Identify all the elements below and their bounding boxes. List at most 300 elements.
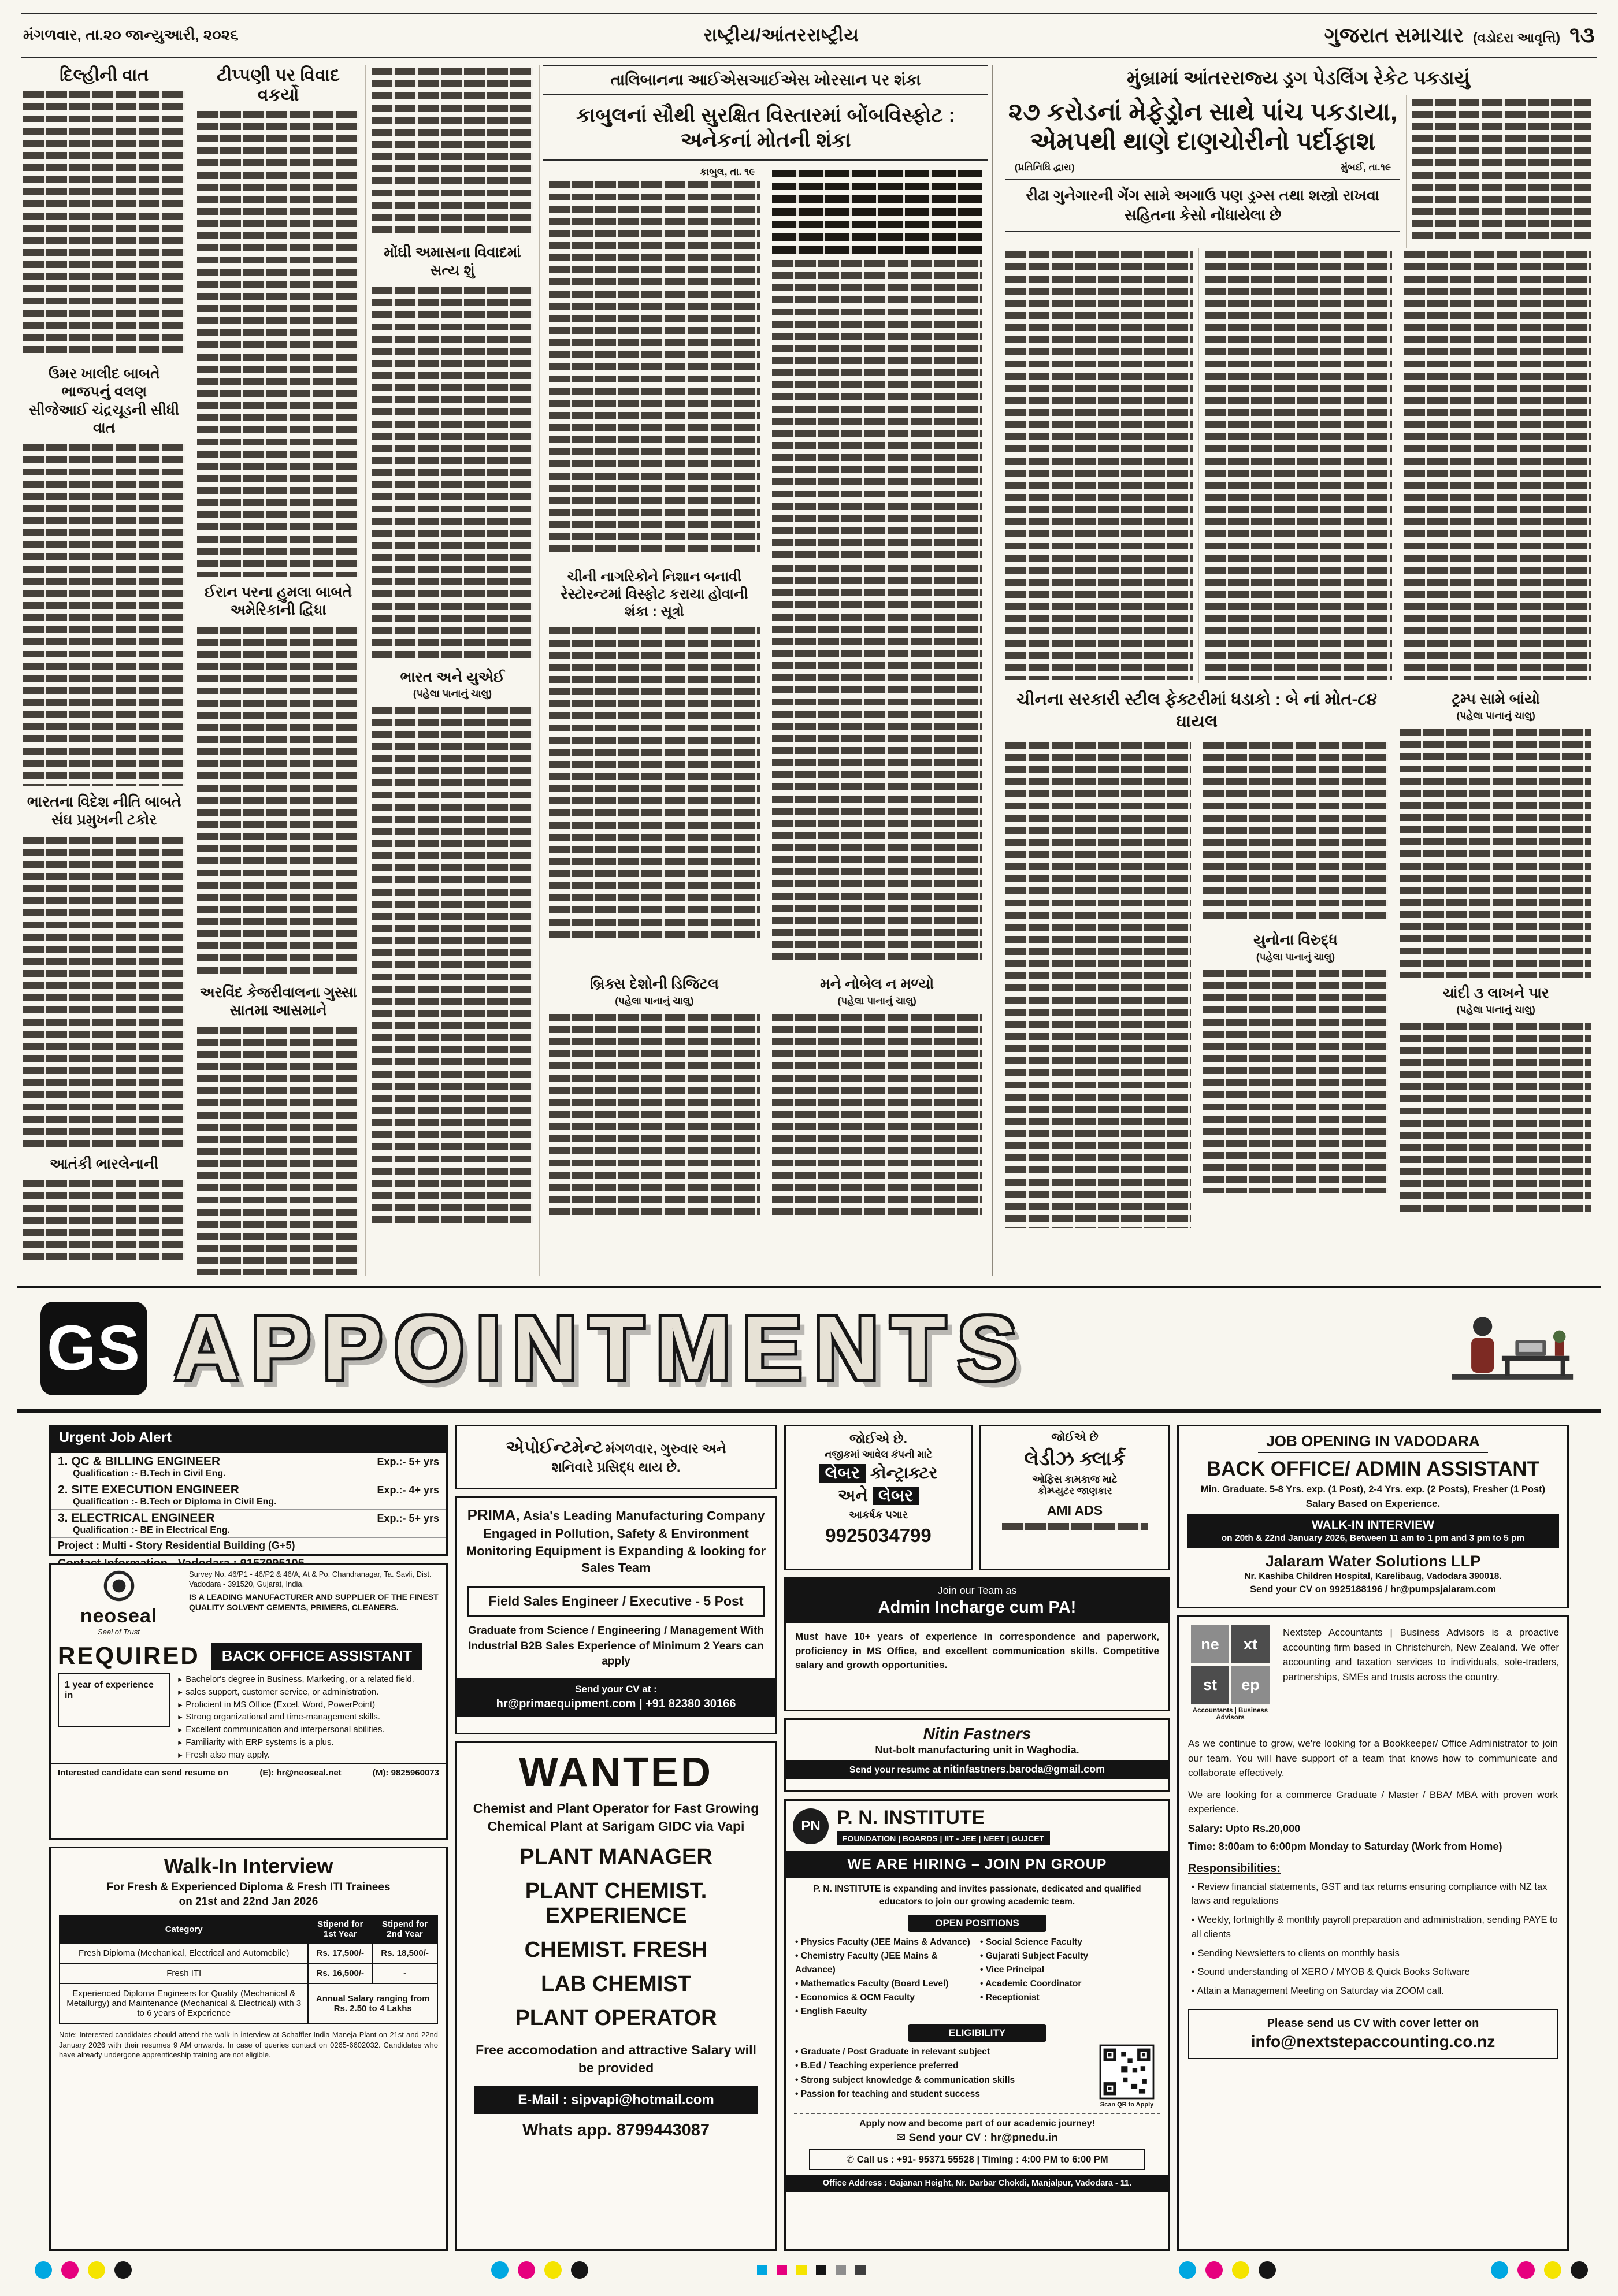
registration-dot-group — [1179, 2261, 1276, 2279]
job-opening-title: JOB OPENING IN VADODARA — [1258, 1432, 1487, 1453]
body-text-block — [372, 287, 533, 662]
pn-intro: P. N. INSTITUTE is expanding and invites passionate, dedicated and qualified educators to join our growing academic team. — [813, 1884, 1141, 1907]
responsibility-item: ▪ Sound understanding of XERO / MYOB & Quick Books Software — [1192, 1965, 1558, 1979]
ad-urgent-job-alert — [49, 1425, 448, 1556]
position-item: • Mathematics Faculty (Board Level) — [795, 1977, 974, 1991]
magenta-dot — [61, 2261, 79, 2279]
body-text-block — [23, 91, 185, 358]
pn-logo: PN — [793, 1808, 829, 1844]
ad-wanted — [455, 1741, 777, 2251]
nitin-email: nitinfastners.baroda@gmail.com — [943, 1763, 1105, 1775]
eligibility-list — [795, 2045, 1088, 2101]
subhead-sangh — [23, 793, 185, 830]
neoseal-logo — [57, 1570, 181, 1636]
mumbai-side-col — [1406, 95, 1597, 248]
body-text-block — [549, 627, 759, 938]
qr-block — [1094, 2045, 1159, 2108]
nitin-body: Nut-bolt manufacturing unit in Waghodia. — [875, 1744, 1079, 1756]
prima-post-banner: Field Sales Engineer / Executive - 5 Post — [467, 1586, 765, 1617]
pn-cv-line: ✉ Send your CV : hr@pnedu.in — [896, 2132, 1058, 2145]
continued-label: (પહેલા પાનાનું ચાલુ) — [615, 995, 694, 1006]
classifieds-section — [49, 1425, 1569, 2252]
registration-dot-group — [1491, 2261, 1588, 2279]
job-opening-position: BACK OFFICE/ ADMIN ASSISTANT — [1206, 1458, 1540, 1480]
mumbai-byline-row — [1005, 161, 1400, 177]
walkin-label: WALK-IN INTERVIEW — [1312, 1518, 1434, 1532]
subhead-mumbai-gang: રીઢા ગુનેગારની ગેંગ સામે અગાઉ પણ ડ્રગ્સ તથા શસ્ત્રો રાખવા સહિતના કેસો નોંધાયેલા છે — [1005, 179, 1400, 232]
company-address: Nr. Kashiba Children Hospital, Karelibaug, Vadodara 390018. — [1244, 1571, 1502, 1582]
column-header: Category — [60, 1915, 308, 1943]
subhead-umar — [23, 365, 185, 437]
magenta-dot — [1205, 2261, 1223, 2279]
qr-code — [1100, 2045, 1153, 2098]
ad-ladies-clerk — [979, 1425, 1170, 1570]
mumbai-headline-row — [1000, 95, 1597, 248]
prima-intro-text: Asia's Leading Manufacturing Company Engaged in Pollution, Safety & Environment Monitoring Equipment is Expanding & looking for Sales Team — [466, 1509, 766, 1576]
labour-word: અને — [837, 1487, 868, 1505]
walkin-subtitle: For Fresh & Experienced Diploma & Fresh ITI Trainees — [106, 1881, 391, 1893]
logo-cell: ep — [1231, 1666, 1270, 1704]
experience-badge: 1 year of experience in — [58, 1673, 170, 1727]
subhead-amas — [372, 244, 533, 280]
notice-text: મંગળવાર, ગુરુવાર અને — [605, 1441, 726, 1457]
neoseal-lead: IS A LEADING MANUFACTURER AND SUPPLIER OF THE FINEST QUALITY SOLVENT CEMENTS, PRIMERS, CLEANERS. — [189, 1592, 439, 1612]
eligibility-item: • Graduate / Post Graduate in relevant subject — [795, 2045, 1088, 2059]
ladies-title: લેડીઝ ક્લાર્ક — [1024, 1448, 1126, 1470]
appointments-illustration — [1448, 1301, 1578, 1396]
nitin-title: Nitin Fastners — [923, 1725, 1031, 1743]
nextstep-paragraph: Nextstep Accountants | Business Advisors is a proactive accounting firm based in Christchurch, New Zealand. We offer accounting and taxation services to individuals, sole-traders, partnerships, SMEs and trusts across the country. — [1283, 1627, 1559, 1682]
subhead-silver — [1400, 984, 1591, 1016]
headline-mumbai-drug: ૨૭ કરોડનાં મેફેડ્રોન સાથે પાંચ પકડાયા, એમપથી થાણે દાણચોરીનો પર્દાફાશ — [1008, 98, 1397, 155]
neoseal-address: Survey No. 46/P1 - 46/P2 & 46/A, At & Po. Chandranagar, Ta. Savli, Dist. Vadodara - 391520, Gujarat, India. — [189, 1570, 432, 1588]
magenta-dot — [518, 2261, 535, 2279]
subhead-line: સીજેઆઈ ચંદ્રચૂડની સીધી વાત — [29, 402, 180, 436]
yellow-dot — [88, 2261, 105, 2279]
china-restaurant-row — [543, 562, 988, 968]
ad-prima — [455, 1496, 777, 1734]
positions-list-right — [980, 1935, 1159, 2019]
prima-body: Graduate from Science / Engineering / Management With Industrial B2B Sales Experience of Minimum 2 Years can apply — [468, 1625, 764, 1668]
ad-walkin-interview — [49, 1847, 448, 2251]
ad-neoseal — [49, 1563, 448, 1840]
continued-label: (પહેલા પાનાનું ચાલુ) — [1456, 710, 1535, 722]
notice-title: એપોઈન્ટમેન્ટ — [506, 1438, 603, 1458]
subhead-line: ચાંદી ૩ લાખને પાર — [1442, 984, 1549, 1001]
project-line: Project : Multi - Story Residential Building (G+5) — [58, 1540, 295, 1551]
subhead-china-restaurant: ચીની નાગરિકોને નિશાન બનાવી રેસ્ટોરન્ટમાં વિસ્ફોટ કરાયા હોવાની શંકા : સૂત્રો — [561, 569, 748, 620]
job-listing — [51, 1453, 446, 1481]
labour-role — [786, 1464, 971, 1483]
wanted-role: LAB CHEMIST — [541, 1972, 691, 1997]
requirement-item: ► Excellent communication and interpersonal abilities. — [177, 1723, 439, 1736]
stipend-cell: Rs. 16,500/- — [308, 1963, 372, 1983]
cyan-dot — [1491, 2261, 1508, 2279]
kabul-body-col-2 — [766, 166, 988, 562]
mumbai-body-row — [1000, 248, 1597, 683]
body-text-block — [549, 1014, 759, 1217]
cyan-dot — [1179, 2261, 1196, 2279]
ad-labour-contractor — [784, 1425, 973, 1570]
job-exp: Exp.:- 5+ yrs — [377, 1456, 439, 1467]
bold-intro-text-block — [772, 170, 982, 257]
registration-dot-group — [491, 2261, 588, 2279]
subhead-line: સંઘ પ્રમુખની ટકોર — [51, 812, 157, 829]
nextstep-time: Time: 8:00am to 6:00pm Monday to Saturday (Work from Home) — [1188, 1840, 1502, 1852]
body-text-block — [372, 707, 533, 1227]
neoseal-header — [51, 1565, 446, 1641]
subhead-kejriwal — [197, 984, 359, 1020]
black-dot — [1259, 2261, 1276, 2279]
steel-body-cols — [1000, 738, 1394, 1232]
job-qualification: Qualification :- B.Tech or Diploma in Civil Eng. — [73, 1497, 277, 1507]
masthead-date: મંગળવાર, તા.૨૦ જાન્યુઆરી, ૨૦૨૬ — [23, 26, 239, 43]
cyan-dot — [491, 2261, 509, 2279]
prima-intro — [457, 1498, 775, 1579]
nextstep-salary: Salary: Upto Rs.20,000 — [1188, 1822, 1301, 1834]
subhead-line: ઈરાન પરના હુમલા બાબતે — [205, 584, 352, 600]
china-restaurant-col — [543, 562, 766, 968]
news-column-3 — [366, 65, 540, 1276]
neoseal-logo-icon — [103, 1570, 135, 1602]
job-exp: Exp.:- 4+ yrs — [377, 1484, 439, 1496]
ad-header: Urgent Job Alert — [51, 1426, 446, 1453]
registration-marks — [0, 2258, 1618, 2283]
job-qualification: Qualification :- B.Tech in Civil Eng. — [73, 1469, 226, 1478]
subhead-line: ભારતના વિદેશ નીતિ બાબતે — [27, 794, 181, 810]
masthead-section-title: રાષ્ટ્રીય/આંતરરાષ્ટ્રીય — [703, 24, 859, 45]
masthead — [23, 18, 1595, 52]
body-text-block — [197, 111, 359, 577]
body-text-block — [1400, 729, 1591, 978]
stipend-table — [59, 1915, 438, 2024]
notice-text: શનિવારે પ્રસિદ્ધ થાય છે. — [551, 1459, 681, 1474]
news-middle-group — [540, 65, 993, 1276]
subhead-uae — [372, 668, 533, 700]
black-square — [816, 2265, 826, 2275]
steel-article-block — [1000, 683, 1394, 1232]
cyan-dot — [35, 2261, 52, 2279]
wanted-label: જોઈએ છે. — [849, 1431, 908, 1446]
kicker-mumbai-drug: મુંબ્રામાં આંતરરાજ્ય ડ્રગ પેડલિંગ રેકેટ પકડાયું — [1127, 67, 1470, 88]
byline: (પ્રતિનિધિ દ્વારા) — [1014, 162, 1075, 173]
body-text-block — [23, 444, 185, 786]
pn-positions — [786, 1935, 1168, 2019]
wanted-role: PLANT MANAGER — [519, 1845, 712, 1870]
nextstep-logo-grid — [1191, 1625, 1270, 1704]
prima-brand: PRIMA, — [467, 1506, 520, 1524]
cv-contact: hr@primaequipment.com | +91 82380 30166 — [496, 1697, 736, 1710]
requirement-item: ► Strong organizational and time-management skills. — [177, 1711, 439, 1723]
yellow-dot — [1544, 2261, 1561, 2279]
nextstep-logo — [1187, 1625, 1274, 1721]
article-headline-tippani: ટીપ્પણી પર વિવાદ વકર્યો — [217, 66, 340, 105]
responsibility-item: ▪ Attain a Management Meeting on Saturday via ZOOM call. — [1192, 1984, 1558, 1998]
position-item: • Vice Principal — [980, 1963, 1159, 1977]
stipend-cell: Rs. 17,500/- — [308, 1943, 372, 1963]
steel-body-col-2 — [1197, 738, 1394, 1232]
job-title: 2. SITE EXECUTION ENGINEER — [58, 1483, 239, 1496]
category-cell: Fresh Diploma (Mechanical, Electrical and Automobile) — [60, 1943, 308, 1963]
appointments-banner — [17, 1286, 1601, 1413]
footer-email: info@nextstepaccounting.co.nz — [1250, 2032, 1495, 2050]
edition-label: (વડોદરા આવૃત્તિ) — [1472, 29, 1561, 45]
ladies-desc: ઓફિસ કામકાજ માટે — [1032, 1474, 1118, 1485]
page-number: ૧૩ — [1569, 23, 1595, 47]
contact-email: (E): hr@neoseal.net — [259, 1768, 342, 1778]
contact-mobile: (M): 9825960073 — [372, 1768, 439, 1778]
ad-nitin-fastners — [784, 1718, 1170, 1792]
nextstep-paragraph: As we continue to grow, we're looking for a Bookkeeper/ Office Administrator to join our team. You will have support of a team that knows how to communicate and collaborate effectively. — [1188, 1738, 1558, 1778]
appointments-wordmark: APPOINTMENTS — [174, 1298, 1029, 1399]
subhead-line: ઉમર ખાલીદ બાબતે ભાજપનું વલણ — [48, 366, 160, 400]
news-column-1 — [17, 65, 191, 1276]
subhead-trump — [1400, 690, 1591, 722]
labour-word: લેબર — [819, 1464, 866, 1483]
pn-hiring-banner: WE ARE HIRING – JOIN PN GROUP — [786, 1851, 1168, 1878]
walkin-note: Note: Interested candidates should attend the walk-in interview at Schaffler India Maneja Plant on 21st and 22nd January 2026 with their resumes 9 AM onwards. In case of queries contact on 0265-6602032. Candidates who have already undergone apprenticeship training are not eligible. — [59, 2030, 438, 2060]
prima-cv-bar — [457, 1678, 775, 1717]
stipend-cell: - — [372, 1963, 437, 1983]
mumbai-body-col-2 — [1199, 248, 1398, 683]
requirement-item: ► Familiarity with ERP systems is a plus. — [177, 1736, 439, 1749]
body-text-block — [1404, 251, 1591, 680]
job-title-row — [58, 1483, 439, 1497]
mumbai-body-col-1 — [1000, 248, 1199, 683]
column-header: Stipend for 1st Year — [308, 1915, 372, 1943]
kabul-body-row — [543, 166, 988, 562]
subhead-line: મોંઘી અમાસના વિવાદમાં — [384, 244, 521, 261]
news-left-group — [17, 65, 540, 1276]
kabul-body-col-1 — [543, 166, 766, 562]
subhead-brics — [549, 975, 759, 1007]
black-dot — [114, 2261, 132, 2279]
table-row — [60, 1943, 437, 1963]
walkin-title: Walk-In Interview — [164, 1854, 333, 1878]
walkin-bar — [1187, 1514, 1559, 1548]
news-column-2 — [191, 65, 365, 1276]
pn-address: Office Address : Gajanan Height, Nr. Darbar Chokdi, Manjalpur, Vadodara - 11. — [786, 2175, 1168, 2192]
logo-cell: st — [1191, 1666, 1229, 1704]
paper-name: ગુજરાત સમાચાર — [1324, 23, 1464, 47]
body-text-block — [372, 68, 533, 237]
wanted-whatsapp: Whats app. 8799443087 — [522, 2121, 710, 2140]
headline-steel-factory: ચીનના સરકારી સ્ટીલ ફેક્ટરીમાં ધડાકો : બે નાં મોત-૮૪ ઘાયલ — [1016, 690, 1378, 731]
wanted-role: CHEMIST. FRESH — [524, 1938, 708, 1963]
yellow-square — [796, 2265, 807, 2275]
category-cell: Fresh ITI — [60, 1963, 308, 1983]
body-text-block — [1005, 742, 1191, 1228]
wanted-perk: Free accomodation and attractive Salary will be provided — [476, 2042, 756, 2076]
pn-header — [786, 1801, 1168, 1848]
subhead-line: યુનોના વિરુદ્ધ — [1253, 932, 1338, 949]
steel-body-col-1 — [1000, 738, 1197, 1232]
masthead-right — [1324, 23, 1595, 48]
footer-label: Interested candidate can send resume on — [58, 1768, 229, 1778]
subhead-atanki — [23, 1156, 185, 1173]
position-item: • Chemistry Faculty (JEE Mains & Advance) — [795, 1949, 974, 1977]
position-label: BACK OFFICE ASSISTANT — [211, 1643, 422, 1670]
position-item: • Gujarati Subject Faculty — [980, 1949, 1159, 1963]
right-edge-col — [1394, 683, 1597, 1232]
logo-cell: ne — [1191, 1625, 1229, 1663]
body-text-block — [1203, 970, 1389, 1193]
job-listing — [51, 1481, 446, 1510]
table-row — [60, 1983, 437, 2023]
salary-cell: Annual Salary ranging from Rs. 2.50 to 4 Lakhs — [308, 1983, 437, 2023]
nobel-col — [766, 968, 988, 1221]
magenta-dot — [1517, 2261, 1535, 2279]
walkin-dates: on 21st and 22nd Jan 2026 — [179, 1895, 318, 1908]
admin-header-title: Admin Incharge cum PA! — [878, 1598, 1077, 1617]
china-restaurant-col-2 — [766, 562, 988, 968]
job-exp: Exp.:- 5+ yrs — [377, 1513, 439, 1524]
responsibility-item: ▪ Weekly, fortnightly & monthly payroll preparation and administration, sending PAYE to all clients — [1192, 1913, 1558, 1942]
neoseal-address-block — [189, 1570, 440, 1636]
labour-word: લેબર — [873, 1487, 919, 1505]
qr-caption: Scan QR to Apply — [1100, 2101, 1154, 2109]
required-label: REQUIRED — [58, 1642, 200, 1669]
body-text-block — [772, 260, 982, 558]
ad-appointment-notice — [455, 1425, 777, 1489]
news-right-group — [993, 65, 1601, 1276]
pn-name: P. N. INSTITUTE — [837, 1807, 985, 1829]
gs-logo-text: GS — [47, 1313, 141, 1384]
body-text-block — [23, 1180, 185, 1261]
position-item: • Social Science Faculty — [980, 1935, 1159, 1949]
wanted-role: PLANT OPERATOR — [515, 2006, 717, 2031]
requirement-item: ► sales support, customer service, or administration. — [177, 1686, 439, 1699]
cyan-square — [757, 2265, 767, 2275]
subhead-line: ટ્રમ્પ સામે બાંયો — [1452, 691, 1540, 707]
footer-label: Please send us CV with cover letter on — [1267, 2016, 1479, 2030]
subhead-nobel — [772, 975, 982, 1007]
nextstep-header — [1179, 1617, 1567, 1729]
eligibility-pill: ELIGIBILITY — [908, 2024, 1046, 2042]
pn-title-block — [837, 1807, 1050, 1845]
body-text-block — [549, 181, 759, 556]
cv-contact: Send your CV on 9925188196 / hr@pumpsjalaram.com — [1249, 1584, 1496, 1595]
kicker-kabul: તાલિબાનના આઈએસઆઈએસ ખોરસાન પર શંકા — [543, 65, 988, 95]
headline-kabul: કાબુલનાં સૌથી સુરક્ષિત વિસ્તારમાં બોંબવિસ્ફોટ : અનેકનાં મોતની શંકા — [543, 99, 988, 161]
job-title-row — [58, 1455, 439, 1469]
position-item: • Physics Faculty (JEE Mains & Advance) — [795, 1935, 974, 1949]
body-text-block — [1002, 1523, 1148, 1532]
labour-pay: આકર્ષક પગાર — [849, 1509, 908, 1521]
pn-apply-line: Apply now and become part of our academic journey! — [859, 2119, 1096, 2129]
continued-label: (પહેલા પાનાનું ચાલુ) — [413, 688, 492, 699]
eligibility-item: • Passion for teaching and student success — [795, 2087, 1088, 2101]
gray-square — [855, 2265, 866, 2275]
position-item: • Economics & OCM Faculty — [795, 1991, 974, 2005]
body-text-block — [1412, 99, 1591, 244]
requirement-item: ► Fresh also may apply. — [177, 1749, 439, 1762]
column-header: Stipend for 2nd Year — [372, 1915, 437, 1943]
company-name: Jalaram Water Solutions LLP — [1265, 1552, 1481, 1570]
continued-label: (પહેલા પાનાનું ચાલુ) — [1456, 1004, 1535, 1015]
body-text-block — [1005, 251, 1193, 680]
pn-call-line: ✆ Call us : +91- 95371 55528 | Timing : 4:00 PM to 6:00 PM — [809, 2149, 1145, 2170]
cv-label: Send your CV at : — [575, 1683, 657, 1695]
table-header-row — [60, 1915, 437, 1943]
nextstep-caption: Accountants | Business Advisors — [1192, 1707, 1268, 1721]
admin-header-line: Join our Team as — [937, 1585, 1017, 1596]
neoseal-tagline: Seal of Trust — [98, 1628, 140, 1636]
neoseal-brand: neoseal — [80, 1605, 158, 1627]
subhead-line: મને નોબેલ ન મળ્યો — [820, 976, 934, 993]
ad-pn-institute — [784, 1799, 1170, 2251]
black-dot — [1571, 2261, 1588, 2279]
job-title-row — [58, 1511, 439, 1525]
nextstep-paragraph: We are looking for a commerce Graduate / Master / BBA/ MBA with proven work experience. — [1188, 1789, 1558, 1815]
ad-job-opening-vadodara — [1177, 1425, 1569, 1608]
ad-nextstep — [1177, 1615, 1569, 2251]
ladies-brand: AMI ADS — [1046, 1503, 1103, 1518]
job-title: 1. QC & BILLING ENGINEER — [58, 1455, 221, 1468]
responsibility-item: ▪ Review financial statements, GST and tax returns ensuring compliance with NZ tax laws and regulations — [1192, 1880, 1558, 1909]
article-headline-delhi: દિલ્હીની વાત — [60, 66, 149, 85]
gs-logo — [40, 1302, 147, 1395]
subhead-iran — [197, 584, 359, 620]
subhead-line: અમેરિકાની દ્વિધા — [230, 602, 326, 619]
continued-label: (પહેલા પાનાનું ચાલુ) — [837, 995, 916, 1006]
yellow-dot — [1232, 2261, 1249, 2279]
nitin-cv-bar — [786, 1760, 1168, 1779]
position-item: • Academic Coordinator — [980, 1977, 1159, 1991]
body-text-block — [1400, 1023, 1591, 1213]
wanted-label: જોઈએ છે — [1051, 1431, 1099, 1444]
ad-admin-incharge — [784, 1577, 1170, 1711]
responsibilities-title: Responsibilities: — [1188, 1862, 1281, 1875]
eligibility-item: • Strong subject knowledge & communication skills — [795, 2074, 1088, 2087]
cv-label: Send your resume at — [849, 1765, 941, 1775]
black-dot — [571, 2261, 588, 2279]
wanted-title: WANTED — [519, 1749, 713, 1796]
gray-square — [836, 2265, 846, 2275]
yellow-dot — [544, 2261, 562, 2279]
requirements-list — [177, 1673, 439, 1761]
subhead-line: બ્રિક્સ દેશોની ડિજિટલ — [589, 976, 719, 993]
job-opening-salary: Salary Based on Experience. — [1305, 1498, 1441, 1510]
news-section — [17, 65, 1601, 1276]
pn-streams: FOUNDATION | BOARDS | IIT - JEE | NEET | GUJCET — [837, 1831, 1050, 1845]
position-item: • English Faculty — [795, 2005, 974, 2019]
stipend-cell: Rs. 18,500/- — [372, 1943, 437, 1963]
position-item: • Receptionist — [980, 1991, 1159, 2005]
dateline-mumbai: મુંબઈ, તા.૧૯ — [1341, 162, 1391, 173]
requirement-item: ► Proficient in MS Office (Excel, Word, PowerPoint) — [177, 1699, 439, 1711]
registration-square-group — [757, 2265, 866, 2275]
pn-eligibility — [786, 2045, 1168, 2108]
logo-cell: xt — [1231, 1625, 1270, 1663]
neoseal-required-row — [51, 1641, 446, 1671]
brics-col — [543, 968, 766, 1221]
labour-phone: 9925034799 — [825, 1525, 932, 1546]
continued-label: (પહેલા પાનાનું ચાલુ) — [1256, 951, 1335, 963]
responsibility-item: ▪ Sending Newsletters to clients on monthly basis — [1192, 1946, 1558, 1961]
admin-body: Must have 10+ years of experience in correspondence and paperwork, proficiency in MS Office, and excellent communication skills. Competitive salary and growth opportunities. — [795, 1631, 1159, 1671]
right-lower-row — [1000, 683, 1597, 1232]
body-text-block — [1203, 742, 1389, 924]
body-text-block — [772, 565, 982, 965]
continued-stories-row — [543, 968, 988, 1221]
table-row — [60, 1963, 437, 1983]
job-title: 3. ELECTRICAL ENGINEER — [58, 1511, 215, 1525]
body-text-block — [23, 837, 185, 1149]
open-positions-pill: OPEN POSITIONS — [908, 1915, 1046, 1932]
labour-role — [786, 1487, 971, 1506]
subhead-line: આતંકી ભારલેનાની — [49, 1156, 159, 1172]
